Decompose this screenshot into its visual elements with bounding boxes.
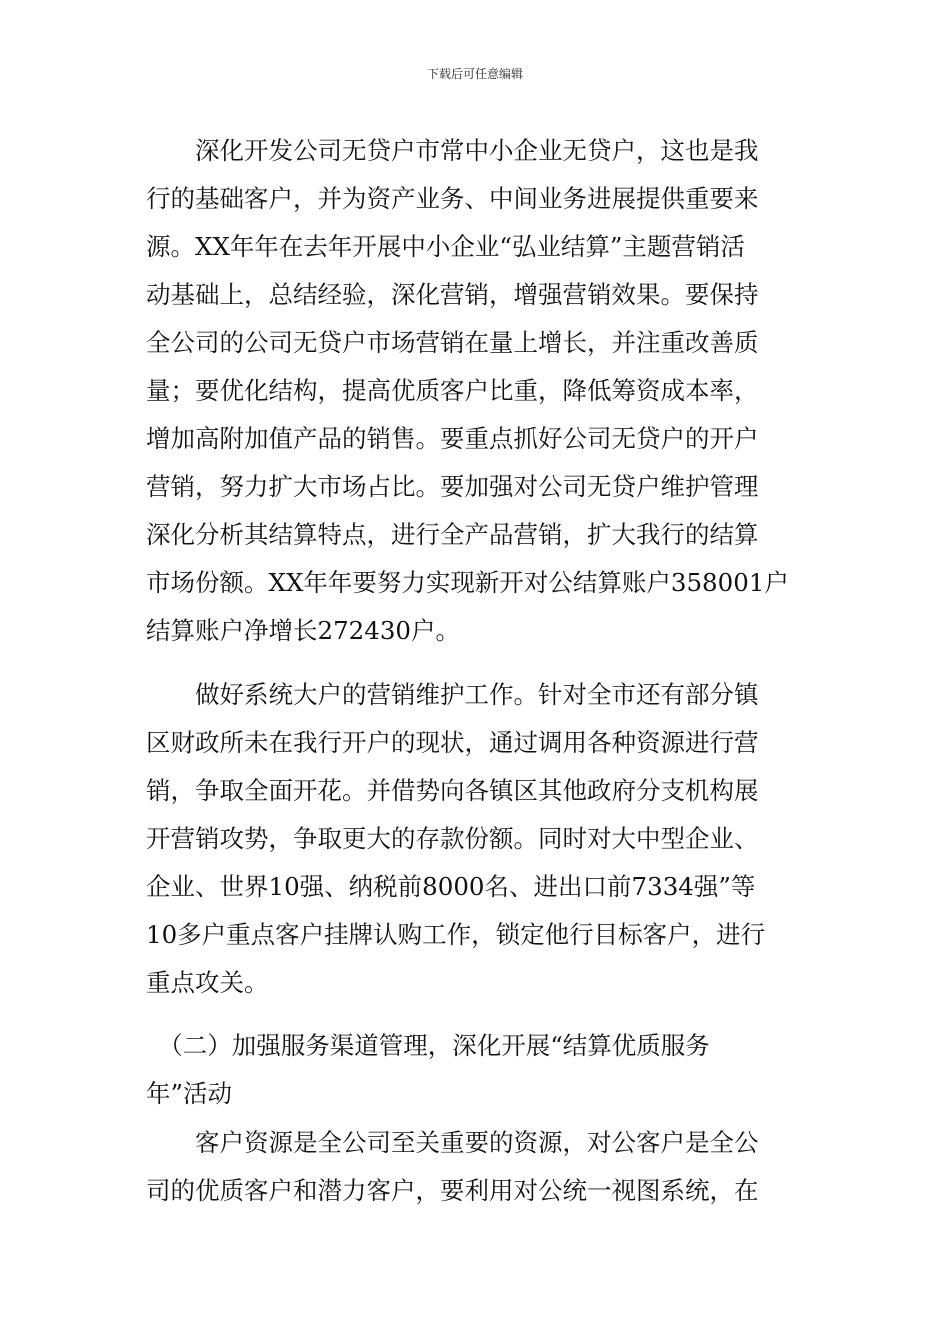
text-line: 增加高附加值产品的销售。要重点抓好公司无贷户的开户 xyxy=(146,424,759,453)
section-heading: （二）加强服务渠道管理，深化开展“结算优质服务 xyxy=(146,1031,710,1060)
text-line: 市场份额。XX年年要努力实现新开对公结算账户358001户 xyxy=(146,568,789,597)
text-line: 动基础上，总结经验，深化营销，增强营销效果。要保持 xyxy=(146,280,759,309)
text-line: 司的优质客户和潜力客户，要利用对公统一视图系统，在 xyxy=(146,1176,759,1205)
text-line: 深化分析其结算特点，进行全产品营销，扩大我行的结算 xyxy=(146,520,759,549)
text-line: 量；要优化结构，提高优质客户比重，降低筹资成本率， xyxy=(146,376,759,405)
text-line: 销，争取全面开花。并借势向各镇区其他政府分支机构展 xyxy=(146,776,759,805)
text-line: 区财政所未在我行开户的现状，通过调用各种资源进行营 xyxy=(146,728,759,757)
text-line: 源。XX年年在去年开展中小企业“弘业结算”主题营销活 xyxy=(146,232,745,261)
text-line: 营销，努力扩大市场占比。要加强对公司无贷户维护管理 xyxy=(146,472,759,501)
text-line: 重点攻关。 xyxy=(146,968,269,997)
text-line: 开营销攻势，争取更大的存款份额。同时对大中型企业、 xyxy=(146,824,759,853)
text-line: 深化开发公司无贷户市常中小企业无贷户，这也是我 xyxy=(146,136,759,165)
text-line: 企业、世界10强、纳税前8000名、进出口前7334强”等 xyxy=(146,872,756,901)
page-header: 下载后可任意编辑 xyxy=(426,67,523,81)
text-line: 全公司的公司无贷户市场营销在量上增长，并注重改善质 xyxy=(146,328,759,357)
section-heading: 年”活动 xyxy=(146,1079,233,1108)
text-line: 客户资源是全公司至关重要的资源，对公客户是全公 xyxy=(146,1128,759,1157)
text-line: 做好系统大户的营销维护工作。针对全市还有部分镇 xyxy=(146,680,759,709)
text-line: 结算账户净增长272430户。 xyxy=(146,616,461,645)
text-line: 10多户重点客户挂牌认购工作，锁定他行目标客户，进行 xyxy=(146,920,766,949)
text-line: 行的基础客户，并为资产业务、中间业务进展提供重要来 xyxy=(146,184,759,213)
